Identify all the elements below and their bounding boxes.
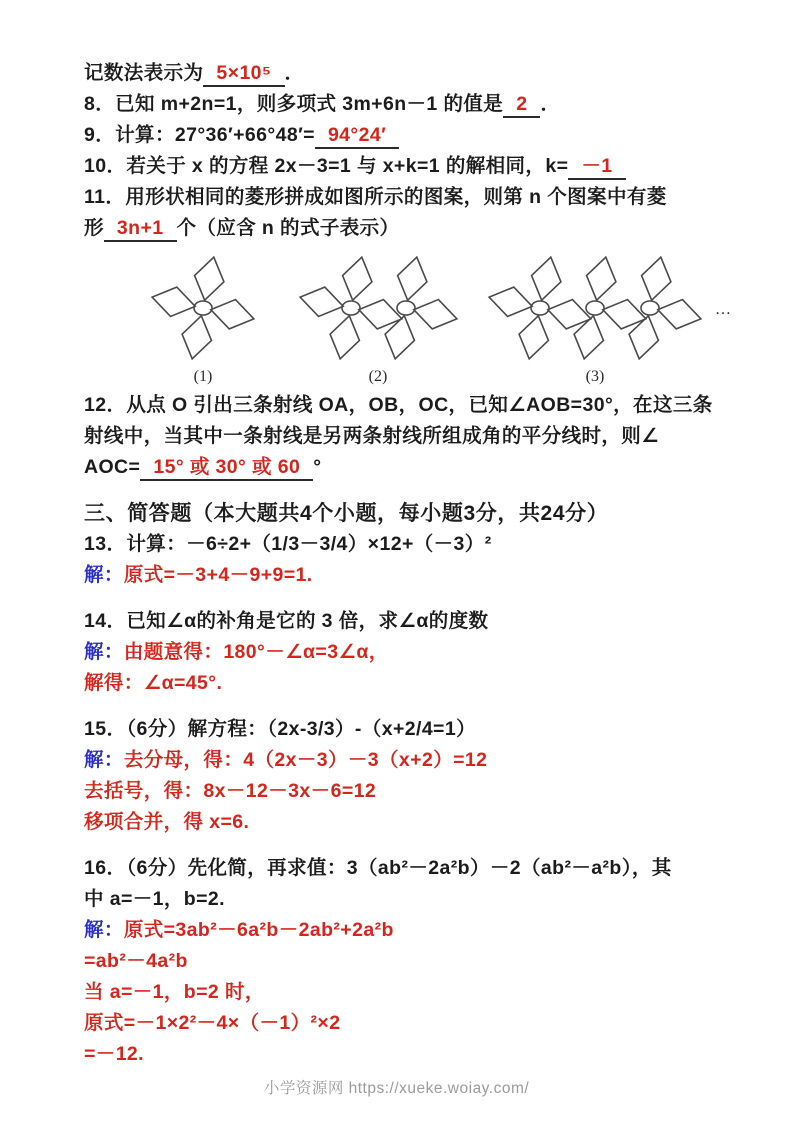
text-segment: 10．若关于 x 的方程 2x－3=1 与 x+k=1 的解相同，k=: [84, 155, 569, 177]
text-segment: 射线中，当其中一条射线是另两条射线所组成角的平分线时，则∠: [84, 425, 660, 447]
pinwheel-pattern-2: [297, 254, 460, 362]
q16-solution3: [84, 977, 719, 1008]
q15: [84, 714, 719, 745]
text-segment: 由题意得：180°－∠α=3∠α，: [123, 641, 389, 663]
pinwheel-pattern-3: [486, 254, 704, 362]
q9: [84, 120, 719, 151]
q16-solution1: [84, 915, 719, 946]
text-segment: 解：: [84, 641, 124, 663]
text-segment: 解：: [84, 749, 124, 771]
answer-blank: 15° 或 30° 或 60: [140, 456, 313, 481]
text-segment: 原式=－1×2²－4×（－1）²×2: [84, 1012, 341, 1034]
q16-line2: [84, 884, 719, 915]
answer-blank: 94°24′: [315, 124, 399, 149]
section3-heading: [84, 498, 719, 529]
q14: [84, 606, 719, 637]
text-segment: 13．计算：－6÷2+（1/3－3/4）×12+（－3）²: [84, 533, 492, 555]
text-segment: ．: [540, 93, 561, 115]
q12-line2: [84, 421, 719, 452]
text-segment: 记数法表示为: [84, 62, 204, 84]
q10: [84, 151, 719, 182]
text-segment: =ab²－4a²b: [84, 950, 188, 972]
q11-line1: [84, 182, 719, 213]
answer-blank: 2: [503, 93, 540, 118]
q12-line3: [84, 452, 719, 483]
q16-solution5: [84, 1039, 719, 1070]
q14-solution2: [84, 668, 719, 699]
text-segment: 9．计算：27°36′+66°48′=: [84, 124, 315, 146]
q15-solution1: [84, 745, 719, 776]
q13: [84, 529, 719, 560]
text-segment: 15．（6分）解方程：（2x-3/3）-（x+2/4=1）: [84, 718, 476, 740]
q16-solution4: [84, 1008, 719, 1039]
text-segment: 解：: [84, 564, 124, 586]
q11-figure: [108, 248, 731, 386]
text-segment: 中 a=－1，b=2.: [84, 888, 225, 910]
text-segment: AOC=: [84, 456, 141, 478]
text-segment: 8．已知 m+2n=1，则多项式 3m+6n－1 的值是: [84, 93, 504, 115]
pinwheel-pattern-1: [149, 254, 257, 362]
questions-top-block: [84, 58, 719, 244]
q15-solution2: [84, 776, 719, 807]
q13-solution: [84, 560, 719, 591]
text-segment: 去分母，得：4（2x－3）－3（x+2）=12: [123, 749, 488, 771]
questions-bottom-block: [84, 390, 719, 1070]
text-segment: 16．（6分）先化简，再求值：3（ab²－2a²b）－2（ab²－a²b），其: [84, 857, 672, 879]
q11-line2: [84, 213, 719, 244]
text-segment: 移项合并，得 x=6.: [84, 811, 250, 833]
q14-solution1: [84, 637, 719, 668]
pattern-2-label: (2): [368, 368, 388, 385]
text-segment: 去括号，得：8x－12－3x－6=12: [84, 780, 377, 802]
text-segment: ．: [284, 62, 305, 84]
text-segment: 个（应含 n 的式子表示）: [176, 217, 400, 239]
text-segment: 形: [84, 217, 104, 239]
text-segment: 解得：∠α=45°.: [84, 672, 223, 694]
pattern-1-label: (1): [193, 368, 213, 385]
text-segment: 12．从点 O 引出三条射线 OA，OB，OC，已知∠AOB=30°，在这三条: [84, 394, 713, 416]
text-segment: °: [313, 456, 322, 478]
pattern-3-label: (3): [585, 368, 605, 385]
footer-watermark: 小学资源网 https://xueke.woiay.com/: [263, 1080, 530, 1097]
text-segment: 当 a=－1，b=2 时，: [84, 981, 265, 1003]
text-segment: 三、简答题（本大题共4个小题，每小题3分，共24分）: [84, 502, 609, 525]
text-segment: 原式=－3+4－9+9=1.: [123, 564, 313, 586]
text-segment: 解：: [84, 919, 124, 941]
answer-blank: 3n+1: [104, 217, 177, 242]
answer-blank: 5×10⁵: [203, 62, 284, 87]
rhombus-pattern-figure: [108, 248, 736, 386]
q15-solution3: [84, 807, 719, 838]
q8: [84, 89, 719, 120]
text-segment: =－12.: [84, 1043, 144, 1065]
answer-blank: －1: [568, 155, 625, 180]
text-segment: 原式=3ab²－6a²b－2ab²+2a²b: [123, 919, 394, 941]
ellipsis: …: [715, 301, 731, 318]
text-segment: 11．用形状相同的菱形拼成如图所示的图案，则第 n 个图案中有菱: [84, 186, 667, 208]
q12-line1: [84, 390, 719, 421]
q16-solution2: [84, 946, 719, 977]
text-segment: 14．已知∠α的补角是它的 3 倍，求∠α的度数: [84, 610, 489, 632]
q16-line1: [84, 853, 719, 884]
q7-continued: [84, 58, 719, 89]
